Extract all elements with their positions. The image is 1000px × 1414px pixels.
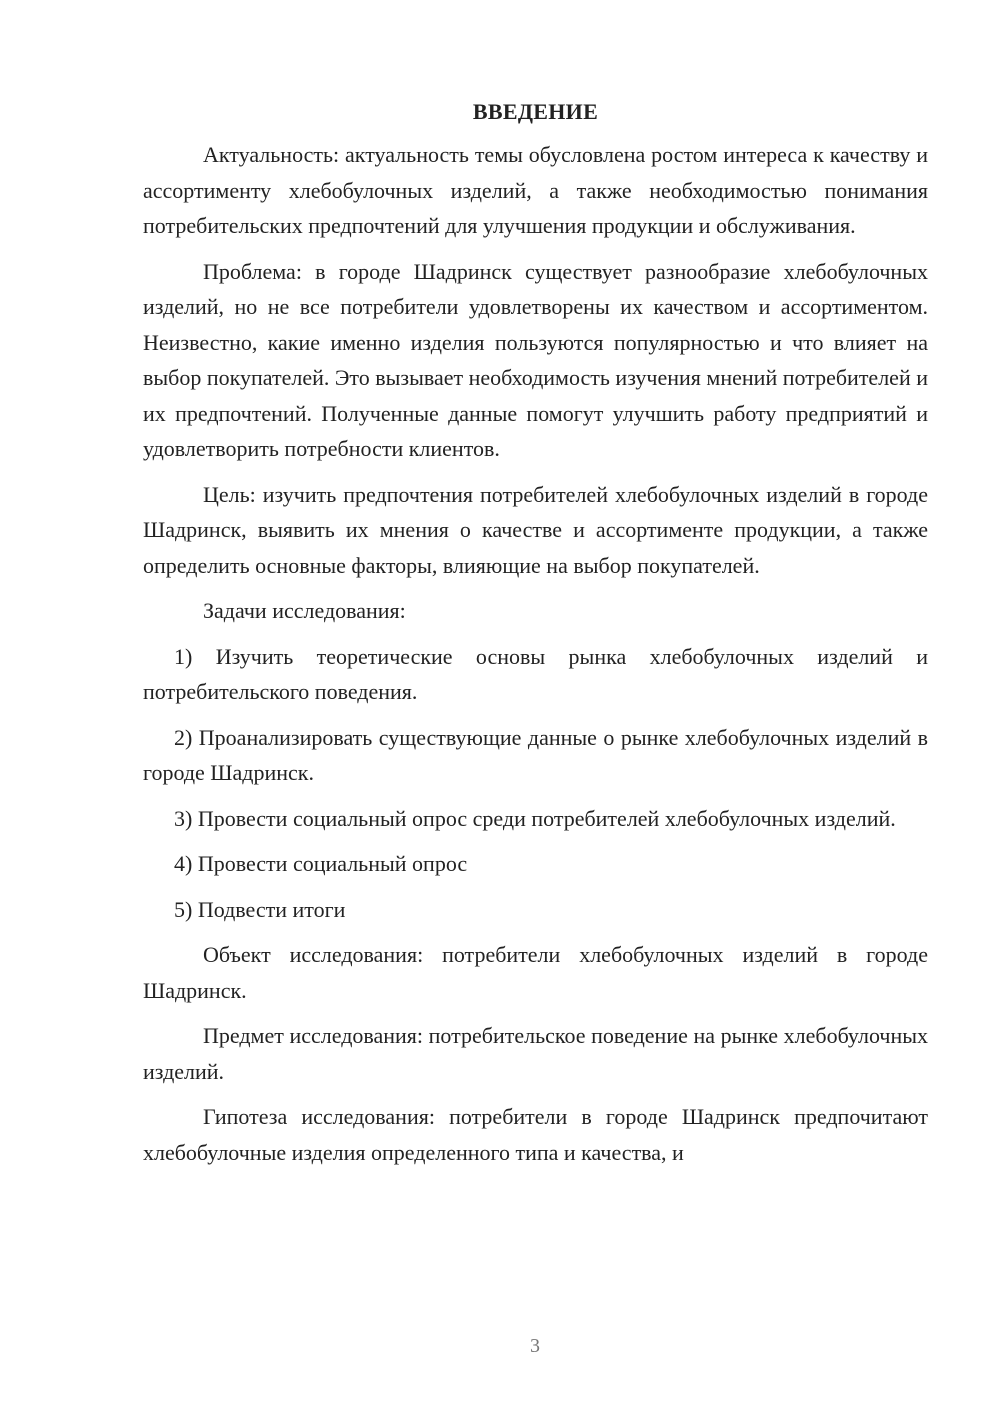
- tasks-heading: Задачи исследования:: [203, 598, 406, 623]
- problem-paragraph: Проблема: в городе Шадринск существует разнообразие хлебобулочных изделий, но не все потребители удовлетворены их качеством и ассортиментом. Неизвестно, какие именно изделия пользуются популярностью и что влияет на выбор покупателей. Это вызывает необходимость изучения мнений потребителей и их предпочтений. Полученные данные помогут улучшить работу предприятий и удовлетворить потребности клиентов.: [143, 258, 928, 461]
- hypothesis-paragraph: Гипотеза исследования: потребители в городе Шадринск предпочитают хлебобулочные изделия определенного типа и качества, и: [143, 1104, 928, 1165]
- page-number: 3: [530, 1335, 540, 1357]
- task-item-2: 2) Проанализировать существующие данные о рынке хлебобулочных изделий в городе Шадринск.: [143, 724, 928, 785]
- page-content: [143, 95, 928, 1180]
- page-title: ВВЕДЕНИЕ: [472, 99, 599, 124]
- task-item-5: 5) Подвести итоги: [174, 896, 346, 922]
- task-item-4: 4) Провести социальный опрос: [174, 851, 468, 876]
- goal-paragraph: Цель: изучить предпочтения потребителей хлебобулочных изделий в городе Шадринск, выявить их мнения о качестве и ассортименте продукции, а также определить основные факторы, влияющие на выбор покупателей.: [143, 481, 928, 578]
- object-paragraph: Объект исследования: потребители хлебобулочных изделий в городе Шадринск.: [143, 942, 928, 1003]
- relevance-paragraph: Актуальность: актуальность темы обусловлена ростом интереса к качеству и ассортименту хлебобулочных изделий, а также необходимостью понимания потребительских предпочтений для улучшения продукции и обслуживания.: [143, 142, 928, 238]
- task-item-1: 1) Изучить теоретические основы рынка хлебобулочных изделий и потребительского поведения.: [143, 643, 928, 704]
- task-item-3: 3) Провести социальный опрос среди потребителей хлебобулочных изделий.: [174, 805, 896, 831]
- subject-paragraph: Предмет исследования: потребительское поведение на рынке хлебобулочных изделий.: [143, 1023, 928, 1084]
